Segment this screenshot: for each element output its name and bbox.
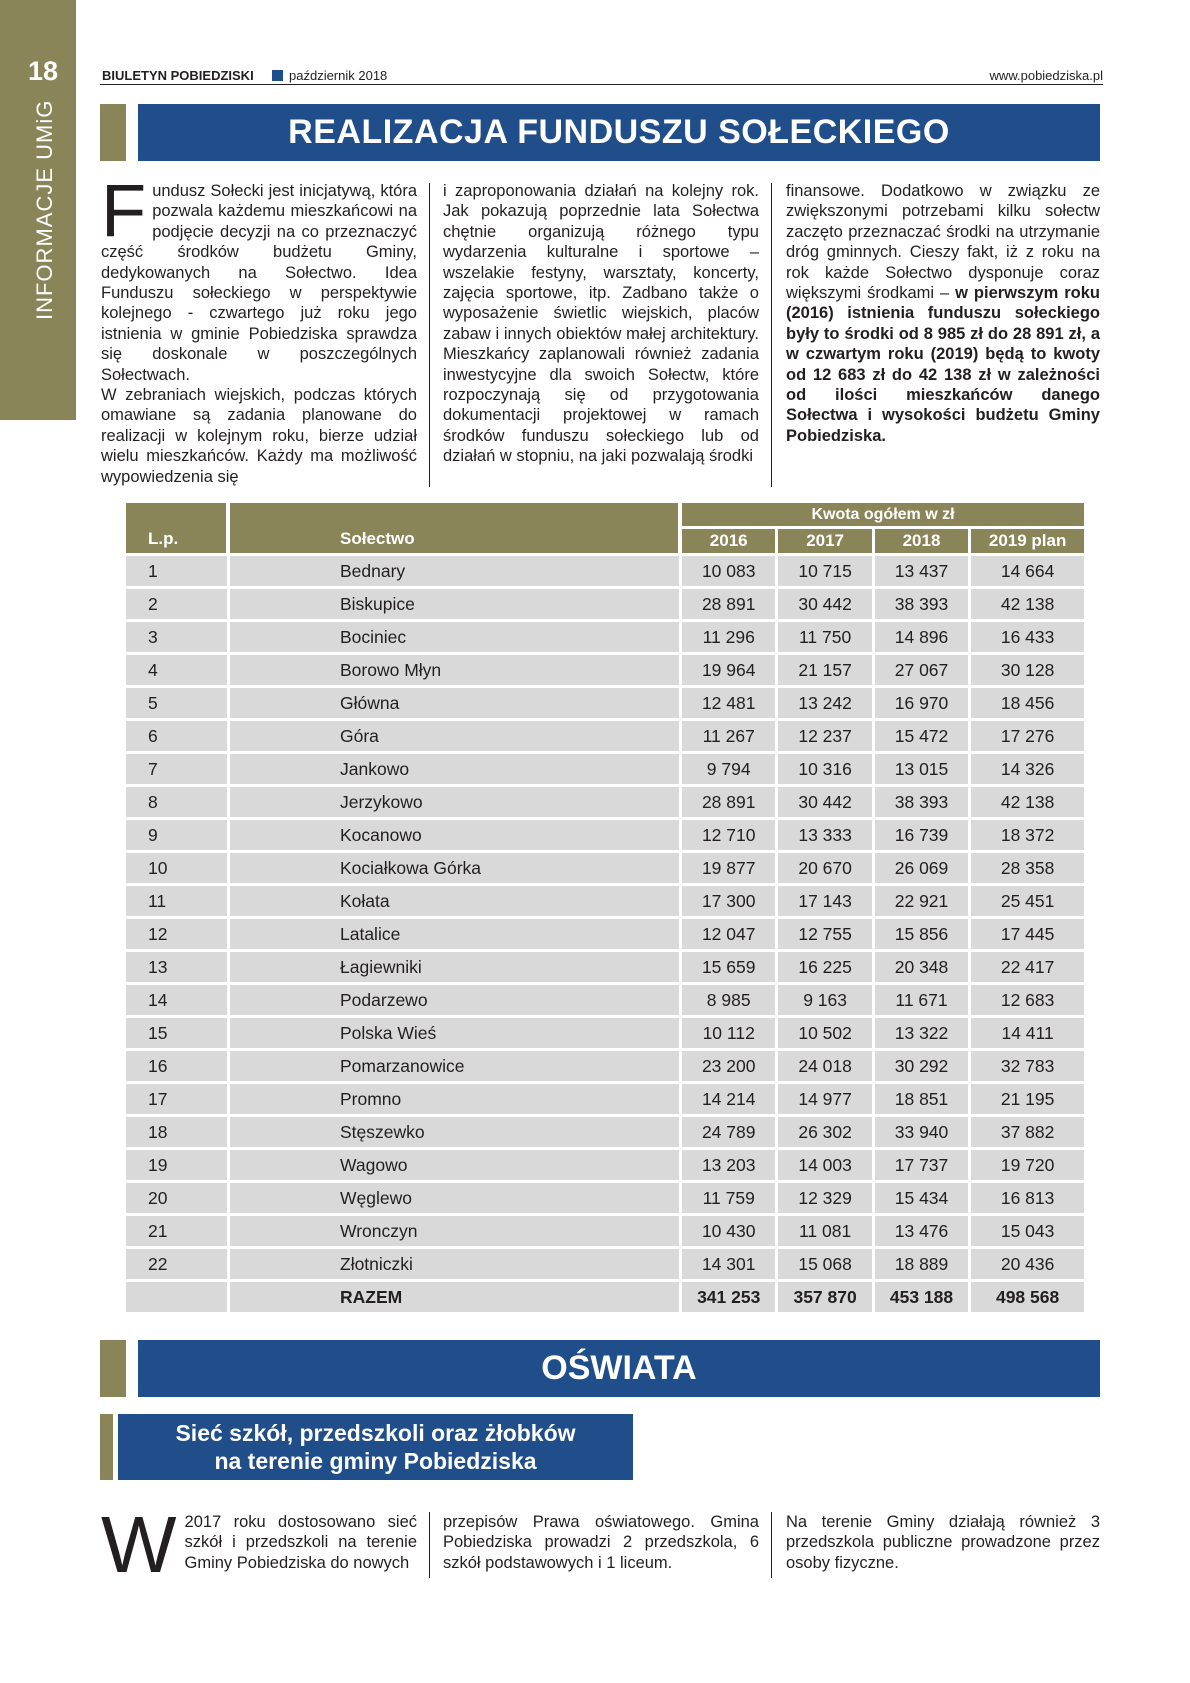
- table-row: [126, 1183, 1084, 1213]
- cell-2016: 341 253: [682, 1282, 778, 1312]
- cell-solectwo: Kołata: [230, 886, 682, 916]
- cell-2017: 20 670: [778, 853, 874, 883]
- cell-2016: 11 267: [682, 721, 778, 751]
- column-divider: [429, 183, 430, 487]
- cell-2018: 38 393: [875, 589, 971, 619]
- cell-2017: 16 225: [778, 952, 874, 982]
- table-row: [126, 1150, 1084, 1180]
- cell-2017: 9 163: [778, 985, 874, 1015]
- cell-solectwo: Jankowo: [230, 754, 682, 784]
- table-row: [126, 919, 1084, 949]
- cell-lp: 6: [126, 721, 230, 751]
- cell-2016: 12 481: [682, 688, 778, 718]
- cell-2019: 17 445: [971, 919, 1084, 949]
- cell-2019: 17 276: [971, 721, 1084, 751]
- table-row: [126, 556, 1084, 586]
- article-column-1: [101, 169, 417, 487]
- cell-lp: 4: [126, 655, 230, 685]
- cell-solectwo: Polska Wieś: [230, 1018, 682, 1048]
- cell-2016: 11 296: [682, 622, 778, 652]
- cell-2016: 24 789: [682, 1117, 778, 1147]
- cell-2016: 9 794: [682, 754, 778, 784]
- cell-lp: 16: [126, 1051, 230, 1081]
- cell-2018: 15 472: [875, 721, 971, 751]
- cell-2019: 20 436: [971, 1249, 1084, 1279]
- cell-2017: 10 502: [778, 1018, 874, 1048]
- cell-solectwo: Jerzykowo: [230, 787, 682, 817]
- cell-2017: 14 003: [778, 1150, 874, 1180]
- cell-2017: 11 081: [778, 1216, 874, 1246]
- table-row: [126, 853, 1084, 883]
- header-year-2019: 2019 plan: [971, 529, 1084, 553]
- cell-2019: 18 372: [971, 820, 1084, 850]
- header-lp: L.p.: [126, 503, 230, 553]
- col3-text: finansowe. Dodatkowo w związku ze zwiększonymi potrzebami kilku sołectw zaczęto przeznaczać środki na utrzymanie dróg gminnych. Cieszy fakt, iż z roku na rok każde Sołectwo dysponuje coraz większymi środkami –: [786, 182, 1100, 303]
- cell-solectwo: Promno: [230, 1084, 682, 1114]
- cell-2019: 15 043: [971, 1216, 1084, 1246]
- cell-solectwo: Wronczyn: [230, 1216, 682, 1246]
- publication-name: BIULETYN POBIEDZISKI: [102, 68, 254, 83]
- cell-solectwo: Latalice: [230, 919, 682, 949]
- oswiata-col1-text: 2017 roku dostosowano sieć szkół i przedszkoli na terenie Gminy Pobiedziska do nowych: [184, 1513, 417, 1572]
- fundusz-table: [126, 500, 1084, 1315]
- cell-2019: 19 720: [971, 1150, 1084, 1180]
- cell-solectwo: Kociałkowa Górka: [230, 853, 682, 883]
- cell-solectwo: Główna: [230, 688, 682, 718]
- header-rule: [100, 84, 1103, 85]
- cell-2017: 24 018: [778, 1051, 874, 1081]
- header-solectwo: Sołectwo: [230, 503, 682, 553]
- table-row: [126, 688, 1084, 718]
- cell-lp: 22: [126, 1249, 230, 1279]
- cell-2018: 13 322: [875, 1018, 971, 1048]
- cell-2017: 10 316: [778, 754, 874, 784]
- cell-2018: 22 921: [875, 886, 971, 916]
- table-row: [126, 655, 1084, 685]
- cell-2018: 13 437: [875, 556, 971, 586]
- cell-2016: 12 047: [682, 919, 778, 949]
- cell-lp: 17: [126, 1084, 230, 1114]
- cell-lp: 10: [126, 853, 230, 883]
- cell-2016: 8 985: [682, 985, 778, 1015]
- table-row: [126, 1051, 1084, 1081]
- cell-2016: 17 300: [682, 886, 778, 916]
- oswiata-column-2: przepisów Prawa oświatowego. Gmina Pobiedziska prowadzi 2 przedszkola, 6 szkół podstawowych i 1 liceum.: [443, 1513, 759, 1572]
- subtitle-line-1: Sieć szkół, przedszkoli oraz żłobków: [175, 1420, 576, 1446]
- cell-2016: 10 083: [682, 556, 778, 586]
- cell-2017: 10 715: [778, 556, 874, 586]
- cell-2018: 18 889: [875, 1249, 971, 1279]
- cell-2017: 15 068: [778, 1249, 874, 1279]
- cell-2019: 16 813: [971, 1183, 1084, 1213]
- cell-2017: 17 143: [778, 886, 874, 916]
- cell-2017: 12 329: [778, 1183, 874, 1213]
- cell-2019: 21 195: [971, 1084, 1084, 1114]
- cell-2016: 13 203: [682, 1150, 778, 1180]
- cell-2019: 16 433: [971, 622, 1084, 652]
- cell-2018: 26 069: [875, 853, 971, 883]
- cell-solectwo: Pomarzanowice: [230, 1051, 682, 1081]
- cell-2016: 14 214: [682, 1084, 778, 1114]
- cell-2019: 28 358: [971, 853, 1084, 883]
- cell-solectwo: Biskupice: [230, 589, 682, 619]
- cell-2018: 11 671: [875, 985, 971, 1015]
- cell-solectwo: Łagiewniki: [230, 952, 682, 982]
- cell-2017: 13 242: [778, 688, 874, 718]
- issue-date: październik 2018: [289, 68, 388, 83]
- banner-accent: [100, 1340, 126, 1397]
- cell-2017: 21 157: [778, 655, 874, 685]
- cell-2017: 11 750: [778, 622, 874, 652]
- cell-2016: 10 430: [682, 1216, 778, 1246]
- cell-2019: 42 138: [971, 787, 1084, 817]
- table-row: [126, 1249, 1084, 1279]
- cell-2019: 30 128: [971, 655, 1084, 685]
- cell-2019: 32 783: [971, 1051, 1084, 1081]
- cell-2016: 28 891: [682, 787, 778, 817]
- cell-lp: 5: [126, 688, 230, 718]
- cell-lp: 8: [126, 787, 230, 817]
- cell-lp: 13: [126, 952, 230, 982]
- cell-2017: 14 977: [778, 1084, 874, 1114]
- cell-2018: 13 476: [875, 1216, 971, 1246]
- table-row: [126, 1084, 1084, 1114]
- cell-2018: 13 015: [875, 754, 971, 784]
- banner-accent: [100, 104, 126, 161]
- header-year-2016: 2016: [682, 529, 778, 553]
- cell-2019: 42 138: [971, 589, 1084, 619]
- table-row: [126, 1216, 1084, 1246]
- table-row: [126, 985, 1084, 1015]
- column-divider: [771, 1512, 772, 1578]
- cell-2017: 30 442: [778, 787, 874, 817]
- cell-2019: 14 411: [971, 1018, 1084, 1048]
- cell-lp: 18: [126, 1117, 230, 1147]
- cell-lp: 14: [126, 985, 230, 1015]
- cell-2019: 498 568: [971, 1282, 1084, 1312]
- dropcap-f: F: [101, 169, 147, 252]
- cell-2017: 13 333: [778, 820, 874, 850]
- cell-lp: 7: [126, 754, 230, 784]
- cell-solectwo: Wagowo: [230, 1150, 682, 1180]
- cell-2019: 18 456: [971, 688, 1084, 718]
- cell-solectwo: Borowo Młyn: [230, 655, 682, 685]
- table-total-row: [126, 1282, 1084, 1312]
- cell-2018: 18 851: [875, 1084, 971, 1114]
- cell-2017: 26 302: [778, 1117, 874, 1147]
- cell-2019: 22 417: [971, 952, 1084, 982]
- cell-2016: 10 112: [682, 1018, 778, 1048]
- subtitle-line-2: na terenie gminy Pobiedziska: [214, 1448, 537, 1474]
- website-url: www.pobiedziska.pl: [989, 68, 1103, 83]
- col1-paragraph-2: W zebraniach wiejskich, podczas których omawiane są zadania planowane do realizacji w kolejnym roku, bierze udział wielu mieszkańców. Każdy ma możliwość wypowiedzenia się: [101, 386, 417, 486]
- cell-lp: [126, 1282, 230, 1312]
- cell-2019: 14 664: [971, 556, 1084, 586]
- table-row: [126, 589, 1084, 619]
- cell-lp: 15: [126, 1018, 230, 1048]
- cell-lp: 12: [126, 919, 230, 949]
- cell-2017: 12 755: [778, 919, 874, 949]
- cell-2018: 16 739: [875, 820, 971, 850]
- oswiata-column-3: Na terenie Gminy działają również 3 przedszkola publiczne prowadzone przez osoby fizyczne.: [786, 1513, 1100, 1572]
- cell-2016: 19 877: [682, 853, 778, 883]
- cell-solectwo: Stęszewko: [230, 1117, 682, 1147]
- table-row: [126, 787, 1084, 817]
- header-year-2018: 2018: [875, 529, 971, 553]
- cell-solectwo: Góra: [230, 721, 682, 751]
- page-number: 18: [28, 56, 59, 86]
- cell-2018: 38 393: [875, 787, 971, 817]
- cell-solectwo: RAZEM: [230, 1282, 682, 1312]
- cell-2016: 15 659: [682, 952, 778, 982]
- cell-solectwo: Podarzewo: [230, 985, 682, 1015]
- cell-2019: 37 882: [971, 1117, 1084, 1147]
- cell-solectwo: Bednary: [230, 556, 682, 586]
- cell-lp: 2: [126, 589, 230, 619]
- blue-square-icon: [272, 70, 283, 81]
- subsection-title: [118, 1414, 633, 1480]
- cell-lp: 3: [126, 622, 230, 652]
- article-column-3: [786, 181, 1100, 446]
- cell-2018: 16 970: [875, 688, 971, 718]
- table-row: [126, 952, 1084, 982]
- col1-paragraph-1: undusz Sołecki jest inicjatywą, która pozwala każdemu mieszkańcowi na podjęcie decyzji na co przeznaczyć część środków budżetu Gminy, dedykowanych na Sołectwo. Idea Funduszu sołeckiego w perspektywie kolejnego - czwartego już roku jego istnienia w gminie Pobiedziska sprawdza się doskonale w poszczególnych Sołectwach.: [101, 182, 417, 384]
- cell-2016: 12 710: [682, 820, 778, 850]
- subtitle-accent: [100, 1414, 113, 1480]
- article-column-2: i zaproponowania działań na kolejny rok. Jak pokazują poprzednie lata Sołectwa chętnie organizują różnego typu wydarzenia kulturalne i sportowe – wszelakie festyny, warsztaty, koncerty, zajęcia sportowe, itp. Zadbano także o wyposażenie świetlic wiejskich, placów zabaw i innych obiektów małej architektury. Mieszkańcy zaplanowali również zadania inwestycyjne dla swoich Sołectw, które rozpoczynają się od przygotowania dokumentacji projektowej w ramach środków funduszu sołeckiego lub od działań w stopniu, na jaki pozwalają środki: [443, 182, 759, 466]
- cell-2017: 30 442: [778, 589, 874, 619]
- cell-2016: 19 964: [682, 655, 778, 685]
- cell-2018: 17 737: [875, 1150, 971, 1180]
- cell-2019: 25 451: [971, 886, 1084, 916]
- cell-2018: 20 348: [875, 952, 971, 982]
- cell-2016: 23 200: [682, 1051, 778, 1081]
- table-row: [126, 1117, 1084, 1147]
- table-row: [126, 886, 1084, 916]
- column-divider: [771, 183, 772, 487]
- cell-2018: 15 434: [875, 1183, 971, 1213]
- table-row: [126, 754, 1084, 784]
- section-title-oswiata: OŚWIATA: [138, 1340, 1100, 1397]
- cell-2018: 30 292: [875, 1051, 971, 1081]
- table-row: [126, 622, 1084, 652]
- dropcap-w: W: [101, 1500, 177, 1589]
- cell-lp: 1: [126, 556, 230, 586]
- cell-solectwo: Bociniec: [230, 622, 682, 652]
- oswiata-column-1: [101, 1500, 417, 1589]
- section-title-fundusz: REALIZACJA FUNDUSZU SOŁECKIEGO: [138, 104, 1100, 161]
- col3-bold-text: w pierwszym roku (2016) istnienia funduszu sołeckiego były to środki od 8 985 zł do 28 891 zł, a w czwartym roku (2019) będą to kwoty od 12 683 zł do 42 138 zł w zależności od ilości mieszkańców danego Sołectwa i wysokości budżetu Gminy Pobiedziska.: [786, 284, 1100, 445]
- cell-2019: 12 683: [971, 985, 1084, 1015]
- cell-lp: 20: [126, 1183, 230, 1213]
- cell-2018: 15 856: [875, 919, 971, 949]
- cell-2019: 14 326: [971, 754, 1084, 784]
- cell-lp: 9: [126, 820, 230, 850]
- cell-2016: 11 759: [682, 1183, 778, 1213]
- table-row: [126, 820, 1084, 850]
- cell-solectwo: Złotniczki: [230, 1249, 682, 1279]
- header-year-2017: 2017: [778, 529, 874, 553]
- cell-lp: 11: [126, 886, 230, 916]
- table-row: [126, 1018, 1084, 1048]
- column-divider: [429, 1512, 430, 1578]
- cell-2018: 27 067: [875, 655, 971, 685]
- table-row: [126, 721, 1084, 751]
- section-side-label: INFORMACJE UMiG: [32, 99, 57, 320]
- header-kwota: Kwota ogółem w zł: [682, 503, 1084, 526]
- cell-2018: 453 188: [875, 1282, 971, 1312]
- cell-solectwo: Kocanowo: [230, 820, 682, 850]
- cell-2017: 12 237: [778, 721, 874, 751]
- cell-2017: 357 870: [778, 1282, 874, 1312]
- cell-2016: 14 301: [682, 1249, 778, 1279]
- cell-2016: 28 891: [682, 589, 778, 619]
- cell-solectwo: Węglewo: [230, 1183, 682, 1213]
- cell-lp: 19: [126, 1150, 230, 1180]
- cell-2018: 14 896: [875, 622, 971, 652]
- cell-2018: 33 940: [875, 1117, 971, 1147]
- cell-lp: 21: [126, 1216, 230, 1246]
